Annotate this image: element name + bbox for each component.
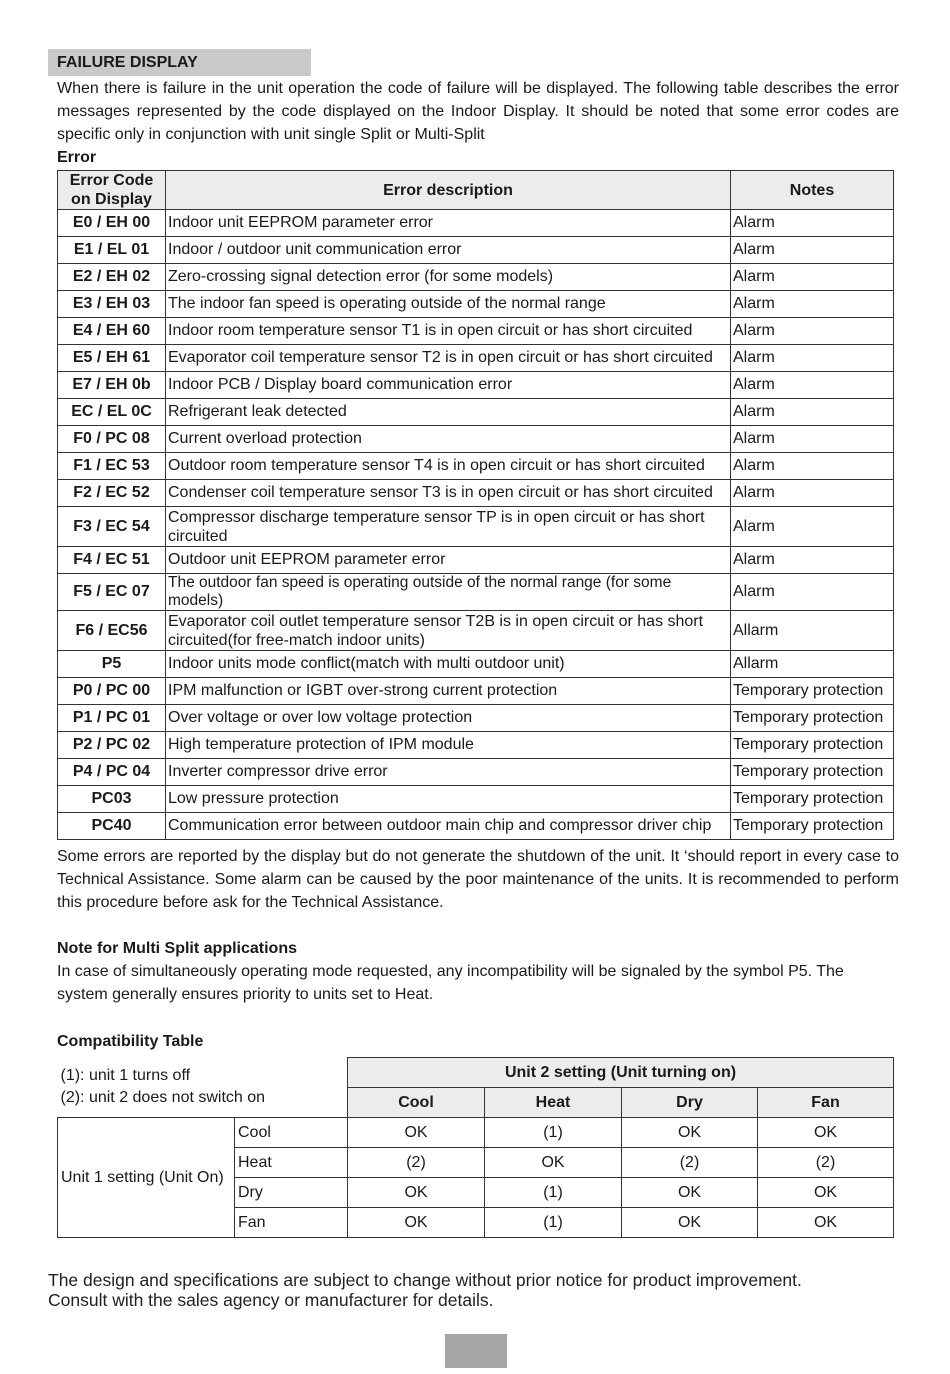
compat-cell: OK xyxy=(758,1208,894,1238)
table-row xyxy=(58,732,894,759)
header-error-code: Error Code on Display xyxy=(58,171,166,210)
table-row xyxy=(58,210,894,237)
footer-line-2: Consult with the sales agency or manufacturer for details. xyxy=(48,1290,494,1310)
error-note: Allarm xyxy=(731,611,894,651)
error-code: E1 / EL 01 xyxy=(58,237,166,264)
table-row xyxy=(58,426,894,453)
footer-line-1: The design and specifications are subject to change without prior notice for product improvement. xyxy=(48,1270,802,1290)
table-row xyxy=(58,507,894,547)
error-description: Communication error between outdoor main chip and compressor driver chip xyxy=(166,813,731,840)
error-description: Compressor discharge temperature sensor TP is in open circuit or has short circuited xyxy=(166,507,731,547)
compat-cell: (1) xyxy=(485,1208,622,1238)
compat-cell: (2) xyxy=(348,1148,485,1178)
error-note: Allarm xyxy=(731,651,894,678)
error-note: Alarm xyxy=(731,574,894,611)
error-code: F6 / EC56 xyxy=(58,611,166,651)
unit1-setting-label: Unit 1 setting (Unit On) xyxy=(58,1118,235,1238)
error-code: E7 / EH 0b xyxy=(58,372,166,399)
error-heading: Error xyxy=(57,149,97,166)
legend-unit2: (2): unit 2 does not switch on xyxy=(60,1089,266,1107)
error-code: E0 / EH 00 xyxy=(58,210,166,237)
multi-split-line-1: In case of simultaneously operating mode requested, any incompatibility will be signaled by the symbol P5. The xyxy=(57,963,844,980)
table-row xyxy=(58,705,894,732)
error-note: Alarm xyxy=(731,210,894,237)
error-description: Indoor units mode conflict(match with multi outdoor unit) xyxy=(166,651,731,678)
error-note: Temporary protection xyxy=(731,813,894,840)
table-row xyxy=(58,759,894,786)
error-code: P1 / PC 01 xyxy=(58,705,166,732)
error-note: Temporary protection xyxy=(731,786,894,813)
table-row xyxy=(58,345,894,372)
error-note: Temporary protection xyxy=(731,759,894,786)
table-row xyxy=(58,291,894,318)
header-error-description: Error description xyxy=(166,171,731,210)
error-description: The outdoor fan speed is operating outside of the normal range (for some models) xyxy=(166,574,731,611)
error-description: Indoor room temperature sensor T1 is in open circuit or has short circuited xyxy=(166,318,731,345)
table-row xyxy=(58,372,894,399)
compatibility-table xyxy=(57,1057,894,1238)
compat-legend xyxy=(58,1058,348,1118)
table-row xyxy=(58,399,894,426)
error-table-header-row xyxy=(58,171,894,210)
header-notes: Notes xyxy=(731,171,894,210)
unit2-setting-header: Unit 2 setting (Unit turning on) xyxy=(348,1058,894,1088)
error-note: Alarm xyxy=(731,426,894,453)
error-code: P0 / PC 00 xyxy=(58,678,166,705)
table-row xyxy=(58,813,894,840)
error-note: Temporary protection xyxy=(731,705,894,732)
multi-split-note xyxy=(57,960,899,1006)
error-code: PC40 xyxy=(58,813,166,840)
row-mode: Cool xyxy=(235,1118,348,1148)
error-description: Over voltage or over low voltage protection xyxy=(166,705,731,732)
error-description: Inverter compressor drive error xyxy=(166,759,731,786)
table-row xyxy=(58,611,894,651)
compat-cell: (1) xyxy=(485,1118,622,1148)
error-description: Outdoor unit EEPROM parameter error xyxy=(166,547,731,574)
error-note: Alarm xyxy=(731,547,894,574)
error-note: Alarm xyxy=(731,372,894,399)
page-number-box xyxy=(445,1334,507,1368)
table-row xyxy=(58,574,894,611)
col-heat: Heat xyxy=(485,1088,622,1118)
table-row xyxy=(58,547,894,574)
after-table-paragraph: Some errors are reported by the display but do not generate the shutdown of the unit. It ‘should report in every case to Technical Assistance. Some alarm can be caused by the poor maintenance of the units. It is recommended to perform this procedure before ask for the Technical Assistance. xyxy=(57,848,899,911)
col-dry: Dry xyxy=(622,1088,758,1118)
error-note: Alarm xyxy=(731,264,894,291)
table-row xyxy=(58,651,894,678)
error-code: EC / EL 0C xyxy=(58,399,166,426)
error-note: Temporary protection xyxy=(731,678,894,705)
error-description: Indoor unit EEPROM parameter error xyxy=(166,210,731,237)
error-description: Evaporator coil outlet temperature sensor T2B is in open circuit or has short circuited(for free-match indoor units) xyxy=(166,611,731,651)
compat-cell: OK xyxy=(758,1178,894,1208)
table-row xyxy=(58,786,894,813)
error-note: Alarm xyxy=(731,318,894,345)
multi-split-heading: Note for Multi Split applications xyxy=(57,940,297,957)
compat-cell: OK xyxy=(622,1208,758,1238)
compat-cell: OK xyxy=(348,1208,485,1238)
row-mode: Heat xyxy=(235,1148,348,1178)
error-code: PC03 xyxy=(58,786,166,813)
error-description: High temperature protection of IPM module xyxy=(166,732,731,759)
error-code: F5 / EC 07 xyxy=(58,574,166,611)
col-cool: Cool xyxy=(348,1088,485,1118)
col-fan: Fan xyxy=(758,1088,894,1118)
table-row xyxy=(58,453,894,480)
error-description: IPM malfunction or IGBT over-strong current protection xyxy=(166,678,731,705)
row-mode: Fan xyxy=(235,1208,348,1238)
error-code: E2 / EH 02 xyxy=(58,264,166,291)
error-note: Alarm xyxy=(731,291,894,318)
table-row xyxy=(58,318,894,345)
legend-unit1: (1): unit 1 turns off xyxy=(60,1067,191,1085)
error-code: F1 / EC 53 xyxy=(58,453,166,480)
compat-cell: OK xyxy=(622,1118,758,1148)
error-description: Current overload protection xyxy=(166,426,731,453)
table-row xyxy=(58,1118,894,1148)
error-description: Refrigerant leak detected xyxy=(166,399,731,426)
error-code: E3 / EH 03 xyxy=(58,291,166,318)
compat-cell: (2) xyxy=(758,1148,894,1178)
error-code: P2 / PC 02 xyxy=(58,732,166,759)
error-note: Alarm xyxy=(731,237,894,264)
error-note: Alarm xyxy=(731,480,894,507)
section-title: FAILURE DISPLAY xyxy=(48,49,311,76)
error-description: The indoor fan speed is operating outside of the normal range xyxy=(166,291,731,318)
error-code-table xyxy=(57,170,894,840)
compat-cell: OK xyxy=(348,1118,485,1148)
error-code: F3 / EC 54 xyxy=(58,507,166,547)
error-note: Temporary protection xyxy=(731,732,894,759)
compat-cell: OK xyxy=(622,1178,758,1208)
compat-cell: (2) xyxy=(622,1148,758,1178)
error-description: Zero-crossing signal detection error (for some models) xyxy=(166,264,731,291)
error-code: F2 / EC 52 xyxy=(58,480,166,507)
table-row xyxy=(58,264,894,291)
error-code: E5 / EH 61 xyxy=(58,345,166,372)
error-description: Low pressure protection xyxy=(166,786,731,813)
error-note: Alarm xyxy=(731,507,894,547)
error-code: P5 xyxy=(58,651,166,678)
table-row xyxy=(58,480,894,507)
compat-cell: OK xyxy=(758,1118,894,1148)
intro-paragraph: When there is failure in the unit operation the code of failure will be displayed. The following table describes the error messages represented by the code displayed on the Indoor Display. It should be noted that some error codes are specific only in conjunction with unit single Split or Multi-Split xyxy=(57,80,899,143)
compat-cell: OK xyxy=(348,1178,485,1208)
error-code: F0 / PC 08 xyxy=(58,426,166,453)
error-description: Indoor PCB / Display board communication error xyxy=(166,372,731,399)
multi-split-line-2: system generally ensures priority to units set to Heat. xyxy=(57,986,434,1003)
compat-header-row xyxy=(58,1058,894,1088)
error-note: Alarm xyxy=(731,345,894,372)
error-code: F4 / EC 51 xyxy=(58,547,166,574)
error-note: Alarm xyxy=(731,453,894,480)
compat-cell: (1) xyxy=(485,1178,622,1208)
error-description: Outdoor room temperature sensor T4 is in open circuit or has short circuited xyxy=(166,453,731,480)
footer-disclaimer xyxy=(48,1270,802,1310)
row-mode: Dry xyxy=(235,1178,348,1208)
compatibility-heading: Compatibility Table xyxy=(57,1033,204,1050)
compat-cell: OK xyxy=(485,1148,622,1178)
error-description: Condenser coil temperature sensor T3 is in open circuit or has short circuited xyxy=(166,480,731,507)
error-description: Evaporator coil temperature sensor T2 is in open circuit or has short circuited xyxy=(166,345,731,372)
table-row xyxy=(58,237,894,264)
error-description: Indoor / outdoor unit communication error xyxy=(166,237,731,264)
error-code: E4 / EH 60 xyxy=(58,318,166,345)
error-note: Alarm xyxy=(731,399,894,426)
table-row xyxy=(58,678,894,705)
error-code: P4 / PC 04 xyxy=(58,759,166,786)
